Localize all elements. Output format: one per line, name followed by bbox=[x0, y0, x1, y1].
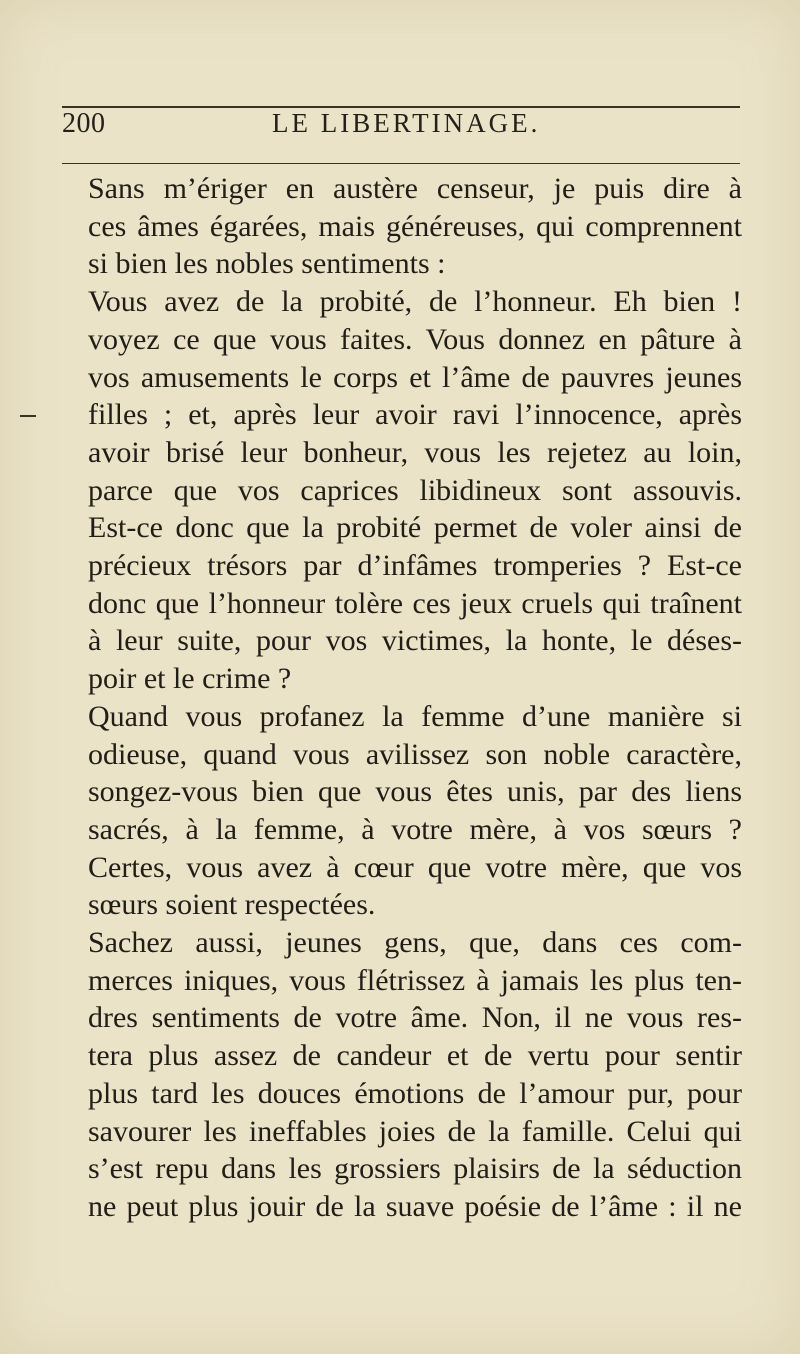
text-line: voyez ce que vous faites. Vous donnez en pâture à bbox=[88, 322, 742, 356]
text-line: sacrés, à la femme, à votre mère, à vos sœurs ? bbox=[88, 812, 742, 846]
text-line: tera plus assez de candeur et de vertu pour sentir bbox=[88, 1039, 742, 1073]
body-text bbox=[88, 170, 742, 1226]
text-line: Vous avez de la probité, de l’honneur. Eh bien ! bbox=[88, 285, 742, 319]
text-line: ne peut plus jouir de la suave poésie de l’âme : il ne bbox=[88, 1189, 742, 1223]
text-line: parce que vos caprices libidineux sont assouvis. bbox=[88, 473, 742, 507]
running-title: LE LIBERTINAGE. bbox=[272, 108, 541, 138]
text-line: vos amusements le corps et l’âme de pauvres jeunes bbox=[88, 360, 742, 394]
header-bottom-rule bbox=[62, 163, 740, 164]
text-line: à leur suite, pour vos victimes, la honte, le déses- bbox=[88, 624, 742, 658]
text-line: Quand vous profanez la femme d’une manière si bbox=[88, 699, 742, 733]
text-line: Est-ce donc que la probité permet de voler ainsi de bbox=[88, 511, 742, 545]
text-line: Sans m’ériger en austère censeur, je puis dire à bbox=[88, 172, 742, 205]
text-line: odieuse, quand vous avilissez son noble caractère, bbox=[88, 737, 742, 771]
margin-mark bbox=[20, 415, 36, 417]
text-line: songez-vous bien que vous êtes unis, par des liens bbox=[88, 775, 742, 809]
text-line: poir et le crime ? bbox=[88, 662, 292, 696]
text-line: dres sentiments de votre âme. Non, il ne vous res- bbox=[88, 1001, 742, 1035]
text-line: ces âmes égarées, mais généreuses, qui comprennent bbox=[88, 209, 742, 243]
text-line: si bien les nobles sentiments : bbox=[88, 247, 446, 281]
text-line: Certes, vous avez à cœur que votre mère, que vos bbox=[88, 850, 742, 884]
text-line: s’est repu dans les grossiers plaisirs de la séduction bbox=[88, 1152, 742, 1186]
text-line: donc que l’honneur tolère ces jeux cruels qui traînent bbox=[88, 586, 742, 620]
text-line: Sachez aussi, jeunes gens, que, dans ces com- bbox=[88, 926, 742, 960]
text-line: plus tard les douces émotions de l’amour pur, pour bbox=[88, 1076, 742, 1110]
running-header bbox=[62, 106, 740, 146]
text-line: sœurs soient respectées. bbox=[88, 888, 376, 922]
page-number: 200 bbox=[62, 108, 106, 139]
text-line: merces iniques, vous flétrissez à jamais les plus ten- bbox=[88, 963, 742, 997]
text-line: filles ; et, après leur avoir ravi l’innocence, après bbox=[88, 398, 742, 432]
text-line: avoir brisé leur bonheur, vous les rejetez au loin, bbox=[88, 435, 742, 469]
text-line: savourer les ineffables joies de la famille. Celui qui bbox=[88, 1114, 742, 1148]
text-line: précieux trésors par d’infâmes tromperies ? Est-ce bbox=[88, 549, 742, 583]
